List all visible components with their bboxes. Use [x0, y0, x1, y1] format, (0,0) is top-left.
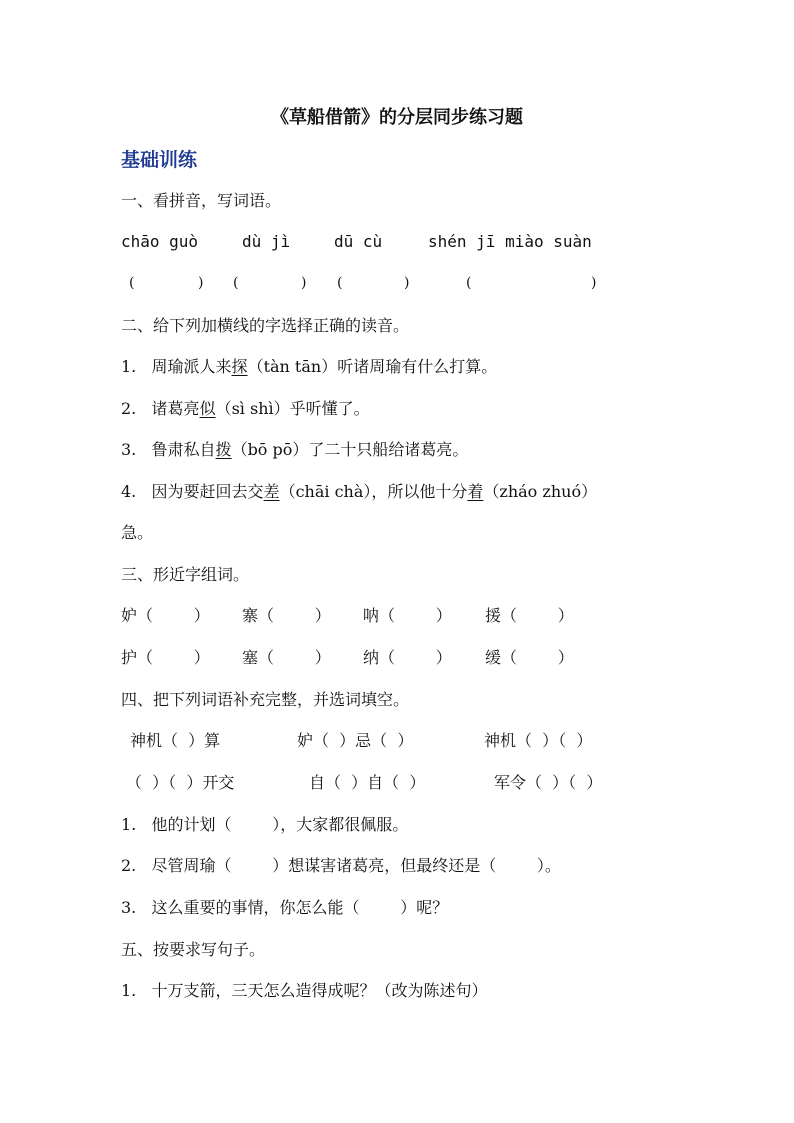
- item-text: 诸葛亮: [151, 399, 200, 418]
- pinyin-3: dū cù: [334, 232, 383, 251]
- idiom-blank: 神机（ ）（ ）: [484, 731, 593, 750]
- q2-heading: 二、给下列加横线的字选择正确的读音。: [121, 316, 410, 335]
- word-pair: 护（ ）: [121, 648, 210, 667]
- q4-item-2: [121, 856, 561, 876]
- item-text: 因为要赶回去交: [151, 482, 264, 501]
- item-text: 他的计划（ ），大家都很佩服。: [151, 815, 409, 834]
- answer-blank-3-open: (: [337, 275, 343, 291]
- word-pair: 塞（ ）: [242, 648, 331, 667]
- item-number: 3.: [121, 898, 137, 917]
- q2-item-2: [121, 399, 370, 419]
- item-text: （sì shì）乎听懂了。: [215, 399, 370, 418]
- q1-heading: 一、看拼音，写词语。: [121, 191, 282, 210]
- idiom-blank: 神机（ ）算: [130, 731, 221, 750]
- item-number: 1.: [121, 981, 137, 1000]
- q4-item-3: [121, 898, 448, 918]
- item-text: （chāi chà），所以他十分: [279, 482, 468, 501]
- q3-heading: 三、形近字组词。: [121, 565, 250, 584]
- item-number: 4.: [121, 482, 137, 501]
- underlined-char: 着: [467, 482, 484, 501]
- word-pair: 缓（ ）: [485, 648, 574, 667]
- item-text: （zháo zhuó）: [483, 482, 598, 501]
- q2-item-4-continued: 急。: [121, 523, 154, 542]
- word-pair: 援（ ）: [485, 606, 574, 625]
- item-text: 鲁肃私自: [151, 440, 216, 459]
- item-number: 3.: [121, 440, 137, 459]
- page-title: 《草船借箭》的分层同步练习题: [271, 107, 523, 128]
- item-text: 尽管周瑜（ ）想谋害诸葛亮，但最终还是（ ）。: [151, 856, 561, 875]
- pinyin-4: shén jī miào suàn: [428, 232, 592, 251]
- answer-blank-3-close: ): [404, 275, 410, 291]
- word-pair: 寨（ ）: [242, 606, 331, 625]
- idiom-blank: 妒（ ）忌（ ）: [297, 731, 414, 750]
- item-number: 1.: [121, 815, 137, 834]
- pinyin-1: chāo guò: [121, 232, 199, 251]
- answer-blank-2-close: ): [301, 275, 307, 291]
- answer-blank-1-close: ): [198, 275, 204, 291]
- underlined-char: 似: [199, 399, 216, 418]
- q4-heading: 四、把下列词语补充完整，并选词填空。: [121, 690, 410, 709]
- item-text: 十万支箭，三天怎么造得成呢？（改为陈述句）: [151, 981, 488, 1000]
- underlined-char: 探: [231, 357, 248, 376]
- q5-heading: 五、按要求写句子。: [121, 940, 266, 959]
- item-text: 这么重要的事情，你怎么能（ ）呢？: [151, 898, 449, 917]
- item-number: 2.: [121, 856, 137, 875]
- pinyin-2: dù jì: [242, 232, 291, 251]
- answer-blank-2-open: (: [233, 275, 239, 291]
- q2-item-4: [121, 482, 597, 502]
- answer-blank-4-open: (: [466, 275, 472, 291]
- underlined-char: 差: [263, 482, 280, 501]
- item-text: （bō pō）了二十只船给诸葛亮。: [231, 440, 469, 459]
- idiom-blank: 军令（ ）（ ）: [494, 773, 603, 792]
- idiom-blank: （ ）（ ）开交: [126, 773, 235, 792]
- answer-blank-4-close: ): [591, 275, 597, 291]
- word-pair: 呐（ ）: [363, 606, 452, 625]
- item-text: 周瑜派人来: [151, 357, 232, 376]
- word-pair: 纳（ ）: [363, 648, 452, 667]
- section-heading: 基础训练: [121, 149, 198, 171]
- q2-item-1: [121, 357, 497, 377]
- q5-item-1: [121, 981, 488, 1001]
- item-number: 1.: [121, 357, 137, 376]
- item-number: 2.: [121, 399, 137, 418]
- word-pair: 妒（ ）: [121, 606, 210, 625]
- idiom-blank: 自（ ）自（ ）: [309, 773, 426, 792]
- q4-item-1: [121, 815, 408, 835]
- item-text: （tàn tān）听诸周瑜有什么打算。: [247, 357, 498, 376]
- answer-blank-1-open: (: [129, 275, 135, 291]
- underlined-char: 拨: [215, 440, 232, 459]
- q2-item-3: [121, 440, 468, 460]
